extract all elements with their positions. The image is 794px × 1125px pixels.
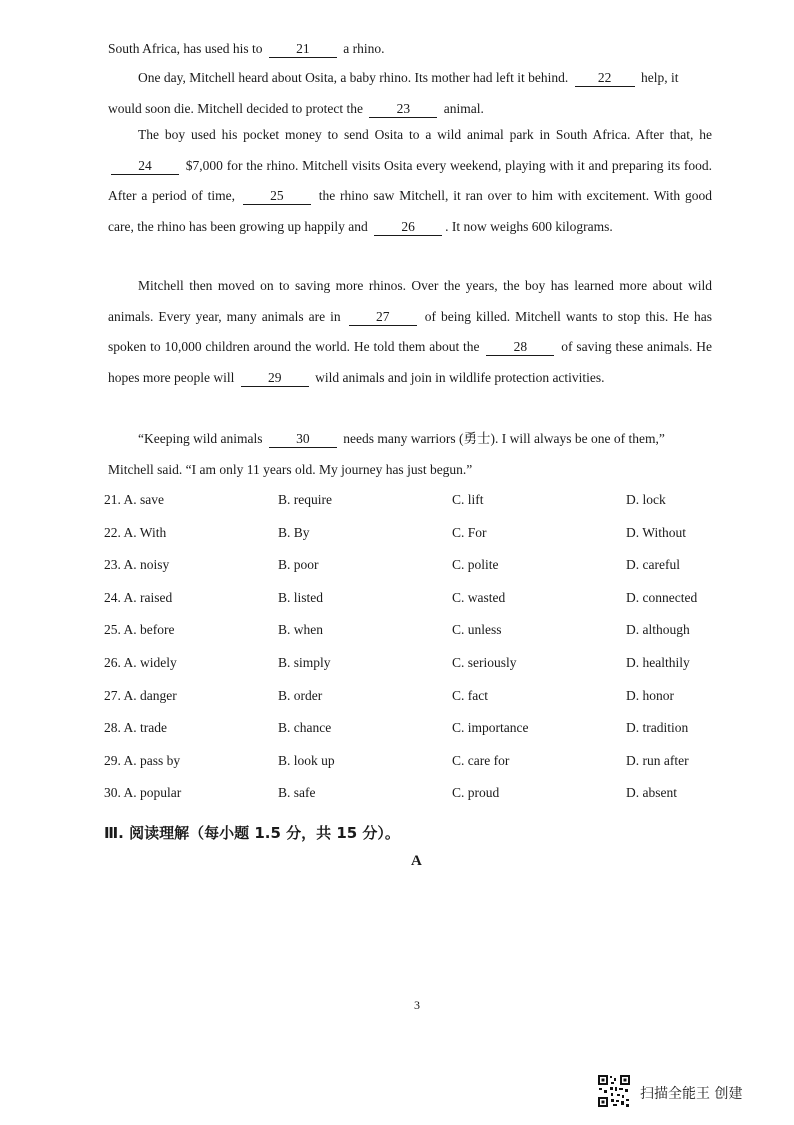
passage-text: . It now weighs 600 kilograms. — [445, 218, 613, 234]
option-a: 25. A. before — [104, 622, 175, 638]
option-row-25 — [104, 616, 724, 649]
qr-code-icon — [597, 1074, 631, 1108]
option-row-22 — [104, 519, 724, 552]
option-b: B. when — [278, 622, 323, 638]
option-a: 26. A. widely — [104, 654, 177, 670]
option-a: 27. A. danger — [104, 687, 177, 703]
passage-text: One day, Mitchell heard about Osita, a baby rhino. Its mother had left it behind. — [138, 70, 569, 85]
option-a: 22. A. With — [104, 524, 167, 540]
option-b: B. poor — [278, 557, 319, 573]
option-a: 23. A. noisy — [104, 557, 170, 573]
blank-29: 29 — [241, 369, 309, 387]
passage-text: animal. — [443, 100, 484, 116]
option-c: C. For — [452, 524, 487, 540]
option-row-29 — [104, 747, 724, 780]
blank-22: 22 — [575, 69, 635, 87]
option-c: C. care for — [452, 752, 510, 768]
blank-30: 30 — [269, 430, 337, 448]
passage-text: of being killed. Mitchell wants to stop this. He has spoken to 10,000 children around the world. He told them about the — [108, 308, 713, 354]
option-row-28 — [104, 714, 724, 747]
option-b: B. safe — [278, 785, 316, 801]
option-a: 28. A. trade — [104, 720, 167, 736]
option-d: D. connected — [626, 589, 698, 605]
option-d: D. healthily — [626, 654, 690, 670]
option-b: B. chance — [278, 720, 332, 736]
option-d: D. tradition — [626, 720, 689, 736]
passage-text: help, it would soon die. Mitchell decided to protect the — [108, 70, 679, 116]
option-c: C. polite — [452, 557, 499, 573]
passage-text: $7,000 for the rhino. Mitchell visits Osita every weekend, playing with it and preparing its food. After a period of time, — [108, 157, 712, 203]
option-c: C. seriously — [452, 654, 517, 670]
scanner-watermark: 扫描全能王 创建 — [640, 1086, 743, 1102]
passage-paragraph-2 — [108, 63, 712, 124]
option-d: D. lock — [626, 492, 666, 507]
option-row-30 — [104, 779, 724, 812]
option-b: B. order — [278, 687, 323, 703]
option-d: D. Without — [626, 524, 686, 540]
blank-24: 24 — [111, 157, 179, 175]
passage-text: the rhino saw Mitchell, it ran over to him with excitement. With good care, the rhino has been growing up happily and — [108, 188, 713, 234]
option-d: D. absent — [626, 785, 677, 801]
passage-paragraph-5 — [108, 424, 712, 485]
page-number: 3 — [414, 998, 420, 1012]
option-c: C. unless — [452, 622, 502, 638]
section-heading: Ⅲ. 阅读理解（每小题 1.5 分，共 15 分）。 — [104, 824, 400, 842]
passage-text: a rhino. — [343, 41, 385, 56]
passage-text: wild animals and join in wildlife protection activities. — [315, 369, 605, 385]
option-b: B. require — [278, 492, 332, 507]
option-row-24 — [104, 584, 724, 617]
option-d: D. careful — [626, 557, 680, 573]
option-row-27 — [104, 682, 724, 715]
option-a: 30. A. popular — [104, 785, 182, 801]
option-c: C. lift — [452, 492, 484, 507]
option-row-21 — [104, 486, 724, 519]
answer-options — [104, 486, 724, 812]
blank-27: 27 — [349, 308, 417, 326]
option-row-26 — [104, 649, 724, 682]
option-b: B. By — [278, 524, 310, 540]
option-a: 21. A. save — [104, 492, 164, 507]
option-d: D. run after — [626, 752, 689, 768]
blank-26: 26 — [374, 218, 442, 236]
option-d: D. although — [626, 622, 690, 638]
passage-paragraph-4 — [108, 271, 712, 393]
blank-21: 21 — [269, 40, 337, 58]
passage-paragraph-3 — [108, 120, 712, 242]
passage-text: South Africa, has used his to — [108, 41, 263, 56]
blank-25: 25 — [243, 187, 311, 205]
blank-23: 23 — [369, 100, 437, 118]
passage-text: of saving these animals. He hopes more people will — [108, 339, 713, 385]
passage-text: needs many warriors (勇士). I will always be one of them,” Mitchell said. “I am only 11 years old. My journey has just begun.” — [108, 431, 665, 477]
blank-28: 28 — [486, 338, 554, 356]
option-row-23 — [104, 551, 724, 584]
passage-text: Mitchell then moved on to saving more rhinos. Over the years, the boy has learned more about wild animals. Every year, many animals are in — [108, 278, 712, 324]
option-a: 24. A. raised — [104, 589, 173, 605]
option-c: C. wasted — [452, 589, 506, 605]
option-c: C. fact — [452, 687, 488, 703]
passage-text: The boy used his pocket money to send Osita to a wild animal park in South Africa. After that, he — [138, 127, 712, 142]
option-b: B. listed — [278, 589, 324, 605]
option-b: B. look up — [278, 752, 335, 768]
option-c: C. proud — [452, 785, 500, 801]
part-label: A — [411, 853, 422, 869]
option-b: B. simply — [278, 654, 331, 670]
passage-line-21 — [108, 34, 712, 65]
passage-text: “Keeping wild animals — [138, 431, 263, 446]
option-c: C. importance — [452, 720, 529, 736]
option-d: D. honor — [626, 687, 674, 703]
option-a: 29. A. pass by — [104, 752, 181, 768]
